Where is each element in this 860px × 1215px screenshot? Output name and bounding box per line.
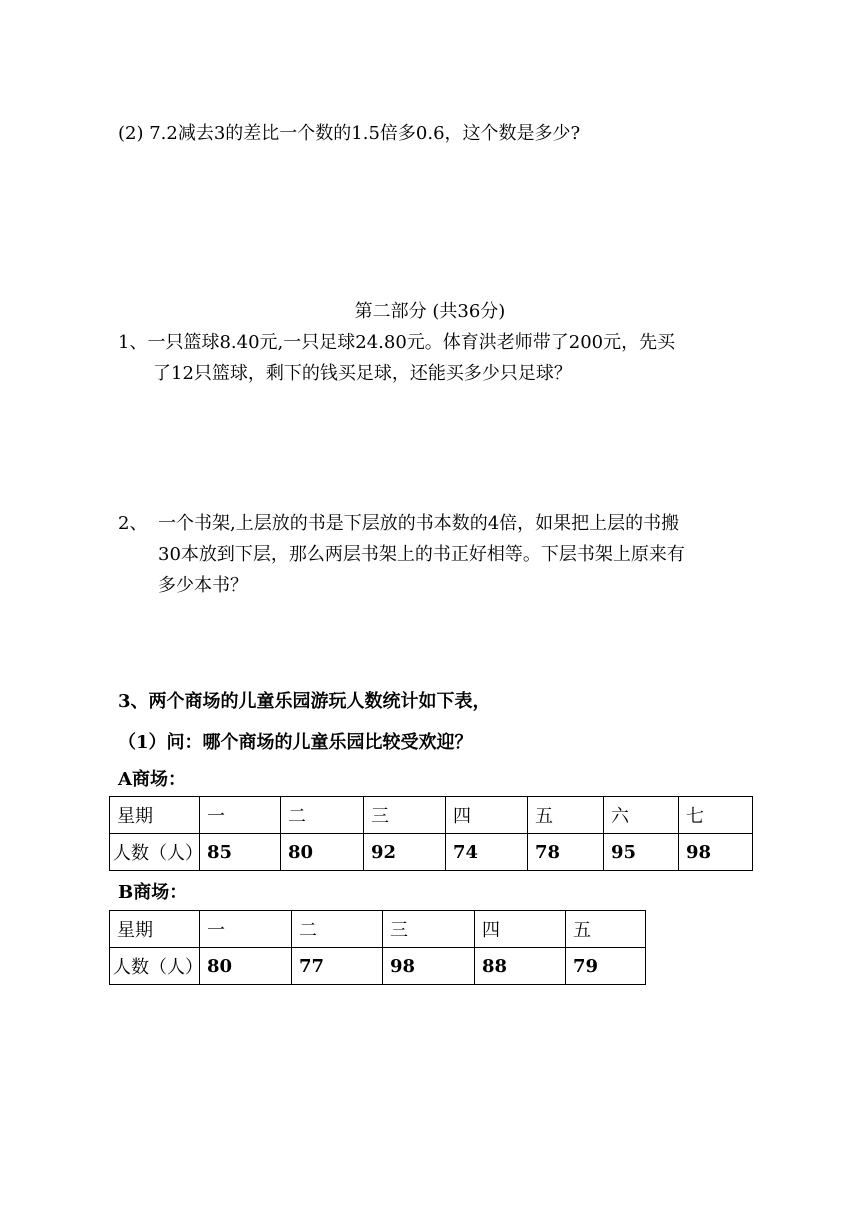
mall-a-header-row	[110, 797, 753, 834]
mall-a-day: 五	[528, 797, 604, 834]
question-2-line3: 多少本书？	[158, 575, 248, 596]
mall-a-count: 74	[446, 834, 528, 871]
mall-a-row-label: 人数（人）	[110, 834, 200, 871]
mall-b-day: 一	[200, 911, 292, 948]
mall-b-count-row	[110, 948, 646, 985]
mall-a-count: 92	[364, 834, 446, 871]
mall-a-count: 85	[200, 834, 281, 871]
mall-a-day: 四	[446, 797, 528, 834]
mall-b-table	[109, 910, 646, 985]
mall-b-count: 79	[566, 948, 646, 985]
question-part1-2: (2) 7.2减去3的差比一个数的1.5倍多0.6，这个数是多少?	[118, 123, 581, 144]
mall-a-label: A商场：	[118, 769, 186, 790]
mall-b-label: B商场：	[118, 882, 188, 903]
mall-b-header-row	[110, 911, 646, 948]
mall-b-day: 五	[566, 911, 646, 948]
question-3-title: 3、两个商场的儿童乐园游玩人数统计如下表，	[118, 691, 491, 712]
mall-a-count: 80	[281, 834, 364, 871]
mall-a-day: 三	[364, 797, 446, 834]
mall-a-table	[109, 796, 753, 871]
mall-a-count: 78	[528, 834, 604, 871]
mall-a-count: 98	[679, 834, 753, 871]
part2-title: 第二部分 (共36分)	[354, 301, 506, 322]
mall-b-day: 三	[383, 911, 475, 948]
mall-b-count: 80	[200, 948, 292, 985]
mall-b-count: 88	[475, 948, 566, 985]
mall-a-header-label: 星期	[110, 797, 200, 834]
mall-b-header-label: 星期	[110, 911, 200, 948]
question-2-line1: 一个书架,上层放的书是下层放的书本数的4倍，如果把上层的书搬	[158, 513, 680, 534]
question-3-sub1: （1）问：哪个商场的儿童乐园比较受欢迎？	[118, 732, 473, 753]
mall-a-day: 一	[200, 797, 281, 834]
mall-a-count-row	[110, 834, 753, 871]
mall-a-day: 七	[679, 797, 753, 834]
mall-b-day: 四	[475, 911, 566, 948]
question-2-line2: 30本放到下层，那么两层书架上的书正好相等。下层书架上原来有	[158, 544, 685, 565]
mall-b-row-label: 人数（人）	[110, 948, 200, 985]
mall-b-count: 98	[383, 948, 475, 985]
mall-b-day: 二	[292, 911, 383, 948]
mall-a-count: 95	[604, 834, 679, 871]
mall-b-count: 77	[292, 948, 383, 985]
mall-a-day: 二	[281, 797, 364, 834]
question-1-line1: 1、一只篮球8.40元,一只足球24.80元。体育洪老师带了200元，先买	[118, 332, 676, 353]
question-1-line2: 了12只篮球，剩下的钱买足球，还能买多少只足球？	[153, 363, 572, 384]
question-2-number: 2、	[118, 513, 148, 534]
mall-a-day: 六	[604, 797, 679, 834]
